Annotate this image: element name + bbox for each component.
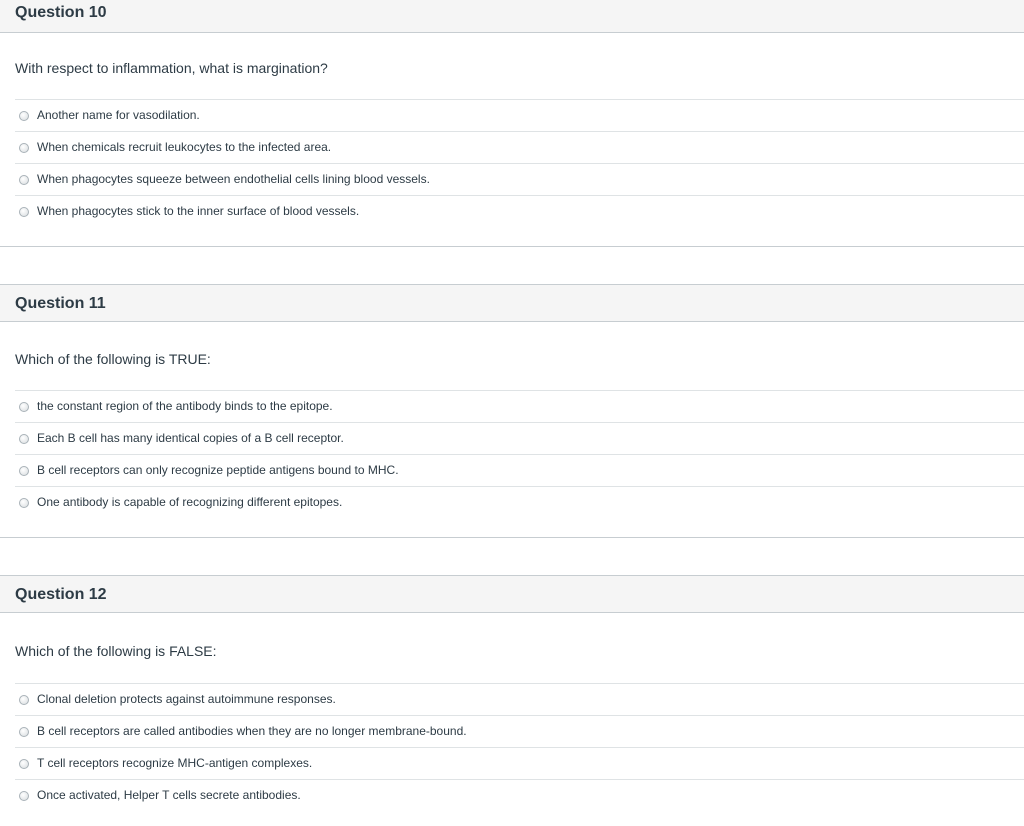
radio-button[interactable] <box>19 143 29 153</box>
answer-label[interactable]: T cell receptors recognize MHC-antigen complexes. <box>37 756 313 770</box>
answer-option[interactable] <box>15 131 1024 163</box>
answer-option[interactable] <box>15 747 1024 779</box>
question-text: Which of the following is FALSE: <box>15 643 217 659</box>
question-text: With respect to inflammation, what is margination? <box>15 60 328 76</box>
answer-list <box>15 390 1024 518</box>
radio-button[interactable] <box>19 402 29 412</box>
question-title: Question 12 <box>15 586 107 603</box>
answer-label[interactable]: B cell receptors can only recognize peptide antigens bound to MHC. <box>37 463 399 477</box>
answer-option[interactable] <box>15 390 1024 422</box>
radio-button[interactable] <box>19 695 29 705</box>
answer-option[interactable] <box>15 779 1024 811</box>
answer-option[interactable] <box>15 163 1024 195</box>
answer-label[interactable]: When chemicals recruit leukocytes to the infected area. <box>37 140 332 154</box>
radio-button[interactable] <box>19 111 29 121</box>
radio-button[interactable] <box>19 175 29 185</box>
question-header <box>0 0 1024 33</box>
answer-label[interactable]: When phagocytes stick to the inner surface of blood vessels. <box>37 204 360 218</box>
answer-list <box>15 99 1024 227</box>
answer-label[interactable]: When phagocytes squeeze between endothelial cells lining blood vessels. <box>37 172 430 186</box>
radio-button[interactable] <box>19 207 29 217</box>
question-12 <box>0 575 1024 802</box>
radio-button[interactable] <box>19 759 29 769</box>
answer-label[interactable]: Once activated, Helper T cells secrete antibodies. <box>37 788 301 802</box>
answer-label[interactable]: the constant region of the antibody binds to the epitope. <box>37 399 333 413</box>
answer-option[interactable] <box>15 683 1024 715</box>
question-header <box>0 284 1024 322</box>
radio-button[interactable] <box>19 791 29 801</box>
answer-label[interactable]: One antibody is capable of recognizing different epitopes. <box>37 495 343 509</box>
answer-label[interactable]: Another name for vasodilation. <box>37 108 200 122</box>
radio-button[interactable] <box>19 727 29 737</box>
answer-option[interactable] <box>15 715 1024 747</box>
radio-button[interactable] <box>19 498 29 508</box>
question-header <box>0 575 1024 613</box>
answer-list <box>15 683 1024 811</box>
answer-label[interactable]: Each B cell has many identical copies of a B cell receptor. <box>37 431 344 445</box>
radio-button[interactable] <box>19 434 29 444</box>
answer-label[interactable]: B cell receptors are called antibodies when they are no longer membrane-bound. <box>37 724 467 738</box>
answer-option[interactable] <box>15 454 1024 486</box>
question-11 <box>0 284 1024 509</box>
radio-button[interactable] <box>19 466 29 476</box>
answer-option[interactable] <box>15 422 1024 454</box>
question-title: Question 11 <box>15 295 106 312</box>
question-text: Which of the following is TRUE: <box>15 351 211 367</box>
question-divider <box>0 246 1024 247</box>
question-divider <box>0 537 1024 538</box>
answer-option[interactable] <box>15 195 1024 227</box>
question-10 <box>0 0 1024 218</box>
question-title: Question 10 <box>15 4 107 21</box>
answer-option[interactable] <box>15 99 1024 131</box>
answer-option[interactable] <box>15 486 1024 518</box>
answer-label[interactable]: Clonal deletion protects against autoimmune responses. <box>37 692 336 706</box>
